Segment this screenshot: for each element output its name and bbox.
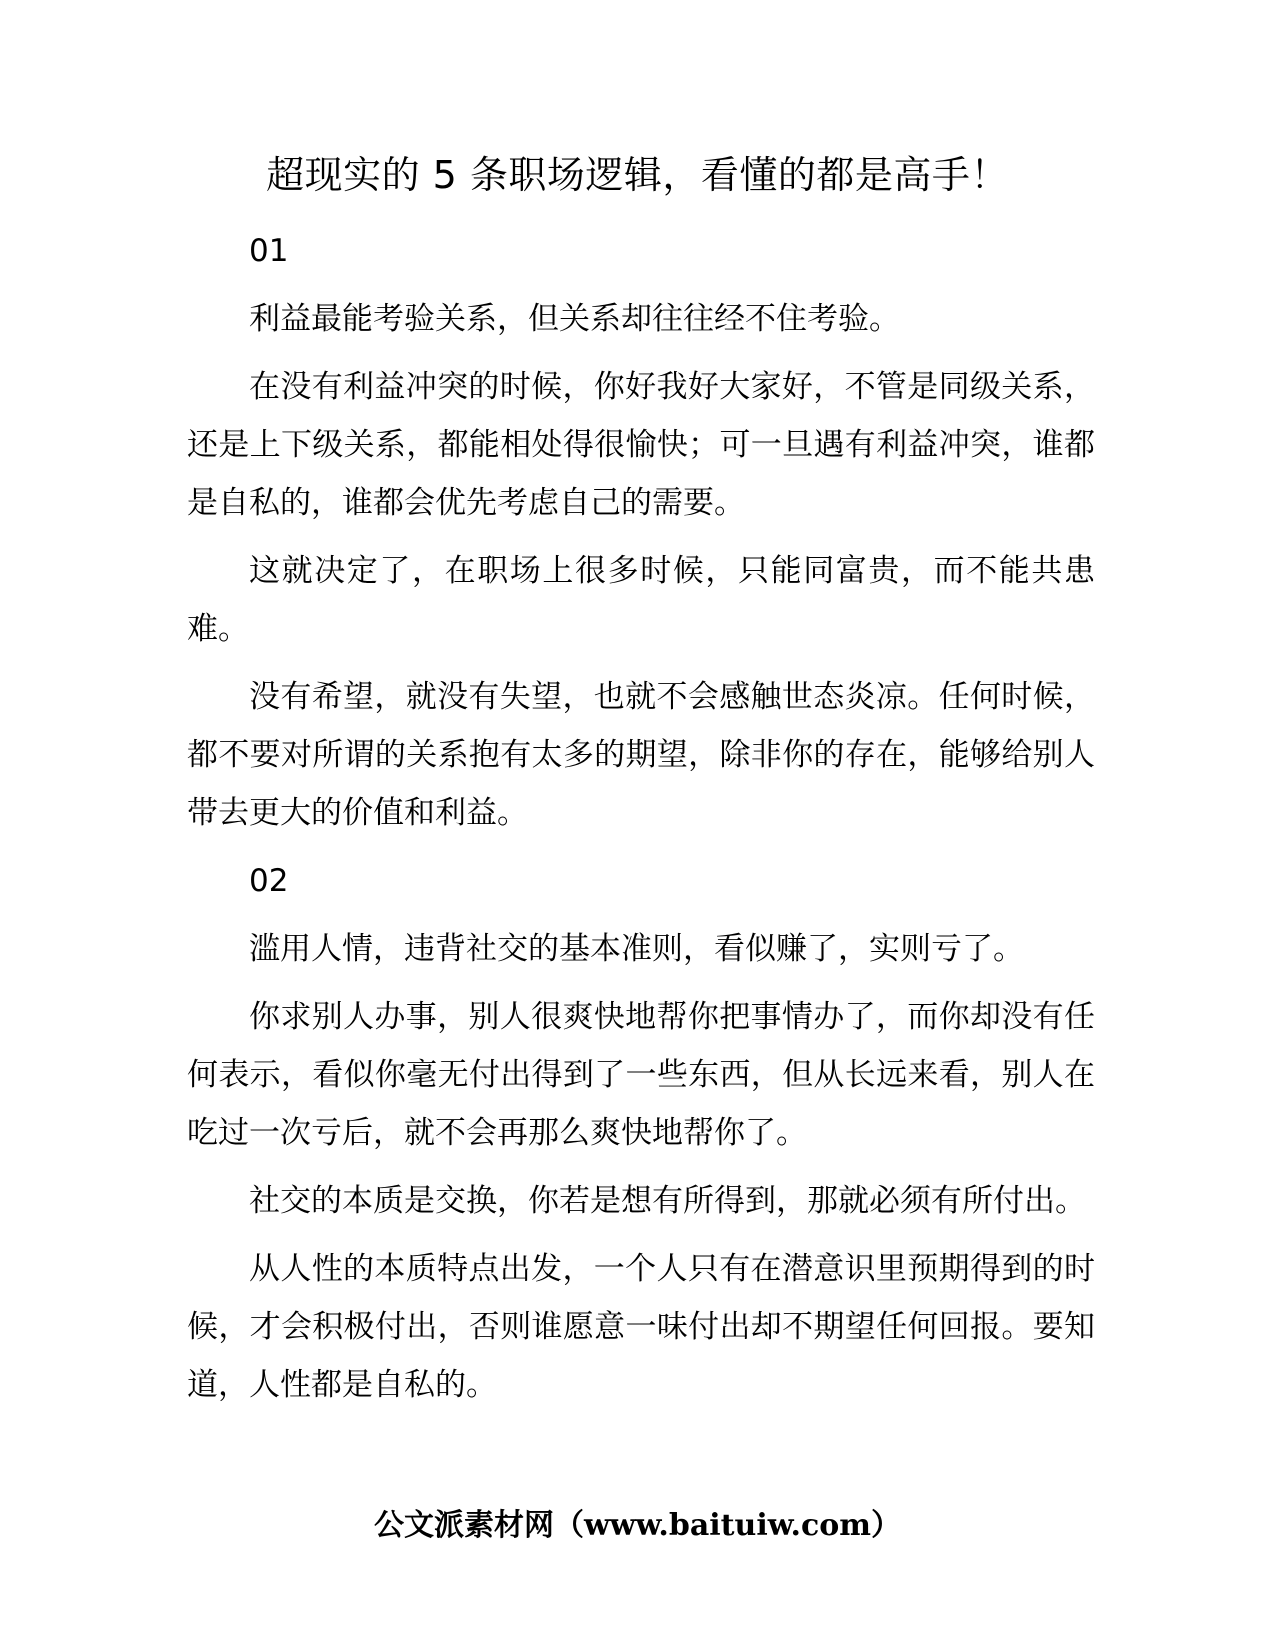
source-footer: 公文派素材网（www.baituiw.com） (373, 1508, 902, 1543)
paragraph: 在没有利益冲突的时候，你好我好大家好，不管是同级关系，还是上下级关系，都能相处得很愉快；可一旦遇有利益冲突，谁都是自私的，谁都会优先考虑自己的需要。 (187, 369, 1095, 521)
paragraph: 从人性的本质特点出发，一个人只有在潜意识里预期得到的时候，才会积极付出，否则谁愿意一味付出却不期望任何回报。要知道，人性都是自私的。 (187, 1251, 1095, 1403)
paragraph: 社交的本质是交换，你若是想有所得到，那就必须有所付出。 (249, 1183, 1086, 1219)
section-number: 02 (249, 863, 289, 899)
section-number: 01 (249, 233, 289, 269)
paragraph: 这就决定了，在职场上很多时候，只能同富贵，而不能共患难。 (187, 553, 1095, 647)
page-title: 超现实的 5 条职场逻辑，看懂的都是高手！ (266, 153, 1009, 197)
paragraph: 你求别人办事，别人很爽快地帮你把事情办了，而你却没有任何表示，看似你毫无付出得到了一些东西，但从长远来看，别人在吃过一次亏后，就不会再那么爽快地帮你了。 (187, 999, 1095, 1151)
paragraph: 滥用人情，违背社交的基本准则，看似赚了，实则亏了。 (249, 931, 1024, 967)
document-body (187, 222, 1095, 1424)
paragraph: 没有希望，就没有失望，也就不会感触世态炎凉。任何时候，都不要对所谓的关系抱有太多的期望，除非你的存在，能够给别人带去更大的价值和利益。 (187, 679, 1095, 831)
paragraph: 利益最能考验关系，但关系却往往经不住考验。 (249, 301, 900, 337)
